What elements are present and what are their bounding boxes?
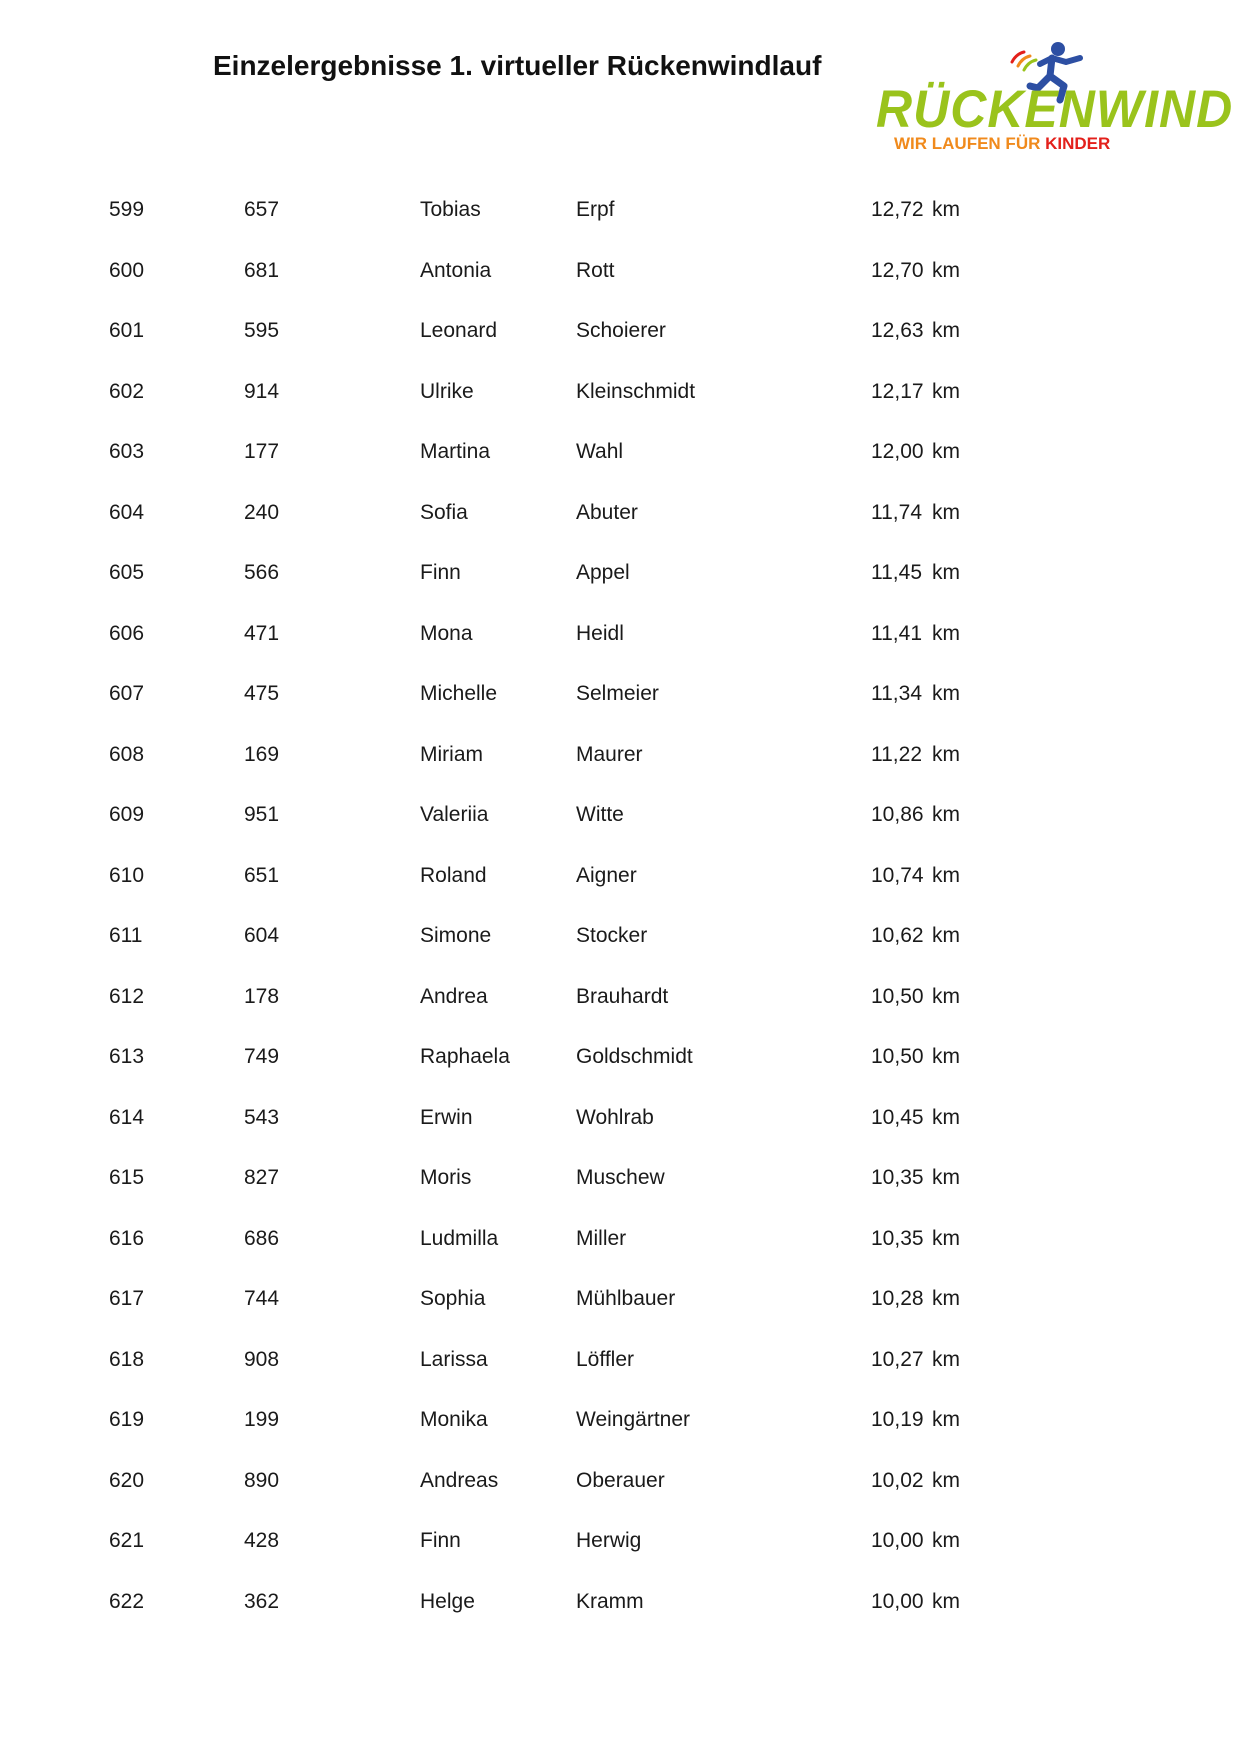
first-name-cell: Leonard [420,319,498,342]
results-list [0,182,1240,1634]
rank-cell: 617 [109,1287,145,1310]
distance-cell: 11,74 [871,500,922,524]
rank-cell: 601 [109,319,145,342]
result-row [0,1211,1240,1272]
first-name-cell: Ludmilla [420,1226,499,1250]
rank-cell: 609 [109,803,145,826]
first-name-cell: Andreas [420,1468,499,1492]
last-name-cell: Wohlrab [576,1105,654,1129]
last-name-cell: Oberauer [576,1468,665,1492]
rank-cell: 599 [109,198,145,221]
distance-unit-cell: km [932,1529,960,1552]
first-name-cell: Roland [420,863,487,887]
start-number-cell: 178 [244,984,280,1008]
distance-cell: 12,17 [871,379,924,403]
first-name-cell: Sophia [420,1287,486,1310]
result-row [0,606,1240,667]
start-number-cell: 475 [244,682,280,705]
distance-cell: 10,00 [871,1529,924,1552]
rank-cell: 615 [109,1166,145,1189]
last-name-cell: Goldschmidt [576,1045,693,1068]
distance-cell: 11,34 [871,682,922,705]
last-name-cell: Rott [576,258,615,282]
first-name-cell: Miriam [420,742,483,766]
first-name-cell: Moris [420,1166,472,1189]
result-row [0,666,1240,727]
start-number-cell: 604 [244,924,280,947]
result-row [0,1453,1240,1514]
distance-cell: 12,63 [871,319,924,342]
distance-cell: 12,00 [871,440,924,463]
logo-tagline-part1: WIR LAUFEN FÜR [894,134,1046,153]
distance-cell: 10,50 [871,1045,924,1068]
first-name-cell: Antonia [420,258,492,282]
rank-cell: 610 [109,863,145,887]
start-number-cell: 428 [244,1529,280,1552]
result-row [0,908,1240,969]
first-name-cell: Monika [420,1408,488,1431]
distance-unit-cell: km [932,1045,960,1068]
rank-cell: 602 [109,379,145,403]
start-number-cell: 890 [244,1468,280,1492]
distance-unit-cell: km [932,984,960,1008]
first-name-cell: Larissa [420,1347,488,1371]
rank-cell: 622 [109,1589,145,1613]
last-name-cell: Mühlbauer [576,1287,676,1310]
distance-cell: 10,74 [871,863,924,887]
distance-unit-cell: km [932,682,960,705]
result-row [0,1513,1240,1574]
rueckenwind-logo [870,40,1234,160]
start-number-cell: 744 [244,1287,280,1310]
result-row [0,1271,1240,1332]
distance-cell: 10,86 [871,803,924,826]
last-name-cell: Selmeier [576,682,659,705]
last-name-cell: Schoierer [576,319,666,342]
rank-cell: 603 [109,440,145,463]
last-name-cell: Herwig [576,1529,642,1552]
start-number-cell: 595 [244,319,280,342]
last-name-cell: Appel [576,561,630,584]
distance-cell: 10,62 [871,924,924,947]
result-row [0,1574,1240,1635]
result-row [0,243,1240,304]
first-name-cell: Finn [420,1529,461,1552]
distance-cell: 10,50 [871,984,924,1008]
distance-cell: 10,27 [871,1347,924,1371]
rank-cell: 612 [109,984,145,1008]
distance-unit-cell: km [932,863,960,887]
first-name-cell: Raphaela [420,1045,510,1068]
first-name-cell: Tobias [420,198,481,221]
distance-unit-cell: km [932,621,960,645]
last-name-cell: Aigner [576,863,637,887]
rank-cell: 614 [109,1105,145,1129]
last-name-cell: Muschew [576,1166,665,1189]
rank-cell: 613 [109,1045,145,1068]
start-number-cell: 827 [244,1166,280,1189]
distance-unit-cell: km [932,803,960,826]
start-number-cell: 651 [244,863,280,887]
rank-cell: 621 [109,1529,145,1552]
last-name-cell: Kramm [576,1589,644,1613]
result-row [0,1090,1240,1151]
first-name-cell: Sofia [420,500,468,524]
last-name-cell: Wahl [576,440,624,463]
rank-cell: 616 [109,1226,145,1250]
start-number-cell: 543 [244,1105,280,1129]
distance-cell: 11,45 [871,561,922,584]
distance-unit-cell: km [932,319,960,342]
first-name-cell: Ulrike [420,379,474,403]
distance-cell: 11,41 [871,621,922,645]
last-name-cell: Abuter [576,500,638,524]
distance-cell: 10,35 [871,1226,924,1250]
rank-cell: 620 [109,1468,145,1492]
result-row [0,303,1240,364]
start-number-cell: 686 [244,1226,280,1250]
first-name-cell: Michelle [420,682,498,705]
start-number-cell: 169 [244,742,280,766]
rank-cell: 604 [109,500,145,524]
logo-wordmark: RÜCKENWIND [876,79,1234,139]
last-name-cell: Brauhardt [576,984,669,1008]
distance-cell: 10,28 [871,1287,924,1310]
last-name-cell: Löffler [576,1347,634,1371]
distance-unit-cell: km [932,1166,960,1189]
result-row [0,485,1240,546]
distance-unit-cell: km [932,1408,960,1431]
last-name-cell: Witte [576,803,624,826]
page-title: Einzelergebnisse 1. virtueller Rückenwindlauf [213,50,822,81]
result-row [0,364,1240,425]
last-name-cell: Erpf [576,198,615,221]
start-number-cell: 908 [244,1347,280,1371]
rank-cell: 605 [109,561,145,584]
start-number-cell: 471 [244,621,280,645]
first-name-cell: Martina [420,440,491,463]
distance-unit-cell: km [932,258,960,282]
first-name-cell: Erwin [420,1105,473,1129]
distance-cell: 12,70 [871,258,924,282]
distance-unit-cell: km [932,1468,960,1492]
first-name-cell: Mona [420,621,473,645]
start-number-cell: 199 [244,1408,280,1431]
first-name-cell: Helge [420,1589,475,1613]
distance-unit-cell: km [932,1347,960,1371]
last-name-cell: Weingärtner [576,1408,691,1431]
rank-cell: 611 [109,924,143,947]
distance-unit-cell: km [932,198,960,221]
result-row [0,848,1240,909]
result-row [0,424,1240,485]
rank-cell: 607 [109,682,145,705]
result-row [0,1150,1240,1211]
last-name-cell: Miller [576,1226,627,1250]
start-number-cell: 749 [244,1045,280,1068]
start-number-cell: 240 [244,500,280,524]
distance-cell: 10,02 [871,1468,924,1492]
logo-tagline [894,134,1110,154]
distance-unit-cell: km [932,440,960,463]
last-name-cell: Maurer [576,742,643,766]
start-number-cell: 657 [244,198,280,221]
rank-cell: 608 [109,742,145,766]
distance-cell: 12,72 [871,198,924,221]
distance-unit-cell: km [932,379,960,403]
rank-cell: 606 [109,621,145,645]
last-name-cell: Stocker [576,924,648,947]
start-number-cell: 951 [244,803,280,826]
result-row [0,545,1240,606]
last-name-cell: Heidl [576,621,624,645]
result-row [0,969,1240,1030]
distance-unit-cell: km [932,1226,960,1250]
distance-unit-cell: km [932,1589,960,1613]
start-number-cell: 566 [244,561,280,584]
result-row [0,727,1240,788]
result-row [0,182,1240,243]
first-name-cell: Simone [420,924,492,947]
distance-unit-cell: km [932,924,960,947]
logo-tagline-part2: KINDER [1045,134,1111,153]
distance-cell: 11,22 [871,742,922,766]
rank-cell: 600 [109,258,145,282]
result-row [0,787,1240,848]
distance-unit-cell: km [932,1287,960,1310]
last-name-cell: Kleinschmidt [576,379,696,403]
distance-cell: 10,00 [871,1589,924,1613]
distance-unit-cell: km [932,561,960,584]
first-name-cell: Valeriia [420,803,489,826]
start-number-cell: 362 [244,1589,280,1613]
first-name-cell: Finn [420,561,461,584]
rank-cell: 619 [109,1408,145,1431]
distance-cell: 10,35 [871,1166,924,1189]
start-number-cell: 681 [244,258,280,282]
distance-cell: 10,45 [871,1105,924,1129]
start-number-cell: 914 [244,379,280,403]
rank-cell: 618 [109,1347,145,1371]
first-name-cell: Andrea [420,984,488,1008]
distance-cell: 10,19 [871,1408,924,1431]
result-row [0,1332,1240,1393]
start-number-cell: 177 [244,440,280,463]
result-row [0,1392,1240,1453]
distance-unit-cell: km [932,742,960,766]
distance-unit-cell: km [932,1105,960,1129]
result-row [0,1029,1240,1090]
distance-unit-cell: km [932,500,960,524]
